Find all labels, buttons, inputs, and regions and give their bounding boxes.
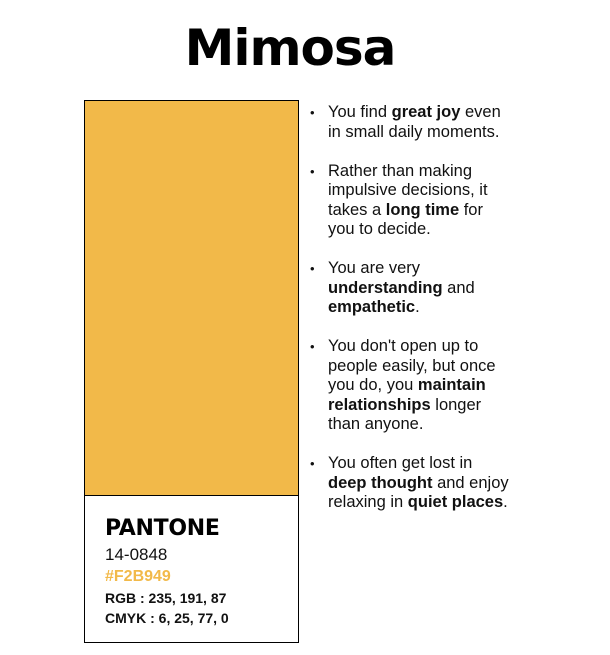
trait-text: and enjoy relaxing in	[328, 473, 509, 511]
trait-text: even in small daily moments.	[328, 103, 501, 141]
bullet-icon: •	[310, 339, 315, 354]
trait-highlight: quiet places	[407, 493, 504, 511]
trait-item	[310, 454, 510, 513]
trait-text: and	[442, 278, 475, 297]
trait-highlight: empathetic	[328, 298, 416, 316]
rgb-value: RGB : 235, 191, 87	[105, 590, 227, 606]
trait-text: You often get lost in	[328, 454, 473, 472]
trait-item	[310, 259, 510, 318]
bullet-icon: •	[310, 456, 315, 471]
trait-list	[310, 103, 510, 532]
bullet-icon: •	[310, 105, 315, 120]
trait-text: Rather than making impulsive decisions, it takes a	[328, 161, 488, 219]
bullet-icon: •	[310, 261, 315, 276]
trait-text: for you to decide.	[328, 200, 483, 238]
trait-text: You are very	[328, 259, 421, 277]
hex-code: #F2B949	[105, 568, 171, 585]
pantone-info	[105, 515, 290, 628]
color-swatch	[85, 101, 298, 496]
trait-highlight: great joy	[391, 103, 461, 121]
trait-item	[310, 337, 510, 435]
page-title: Mimosa	[184, 19, 396, 77]
trait-text: You don't open up to people easily, but once you do, you	[328, 337, 496, 394]
trait-item	[310, 103, 510, 142]
trait-text: longer than anyone.	[328, 395, 482, 433]
pantone-card	[84, 100, 299, 643]
trait-highlight: maintain relationships	[328, 376, 486, 414]
trait-text: .	[415, 298, 420, 316]
trait-item	[310, 162, 510, 240]
trait-text: You find	[328, 103, 392, 121]
trait-highlight: long time	[385, 200, 460, 219]
trait-highlight: deep thought	[328, 473, 433, 492]
trait-highlight: understanding	[328, 278, 443, 297]
pantone-code: 14-0848	[105, 545, 168, 564]
pantone-brand: PANTONE	[105, 516, 220, 541]
trait-text: .	[503, 493, 508, 511]
cmyk-value: CMYK : 6, 25, 77, 0	[105, 610, 229, 626]
bullet-icon: •	[310, 163, 315, 179]
